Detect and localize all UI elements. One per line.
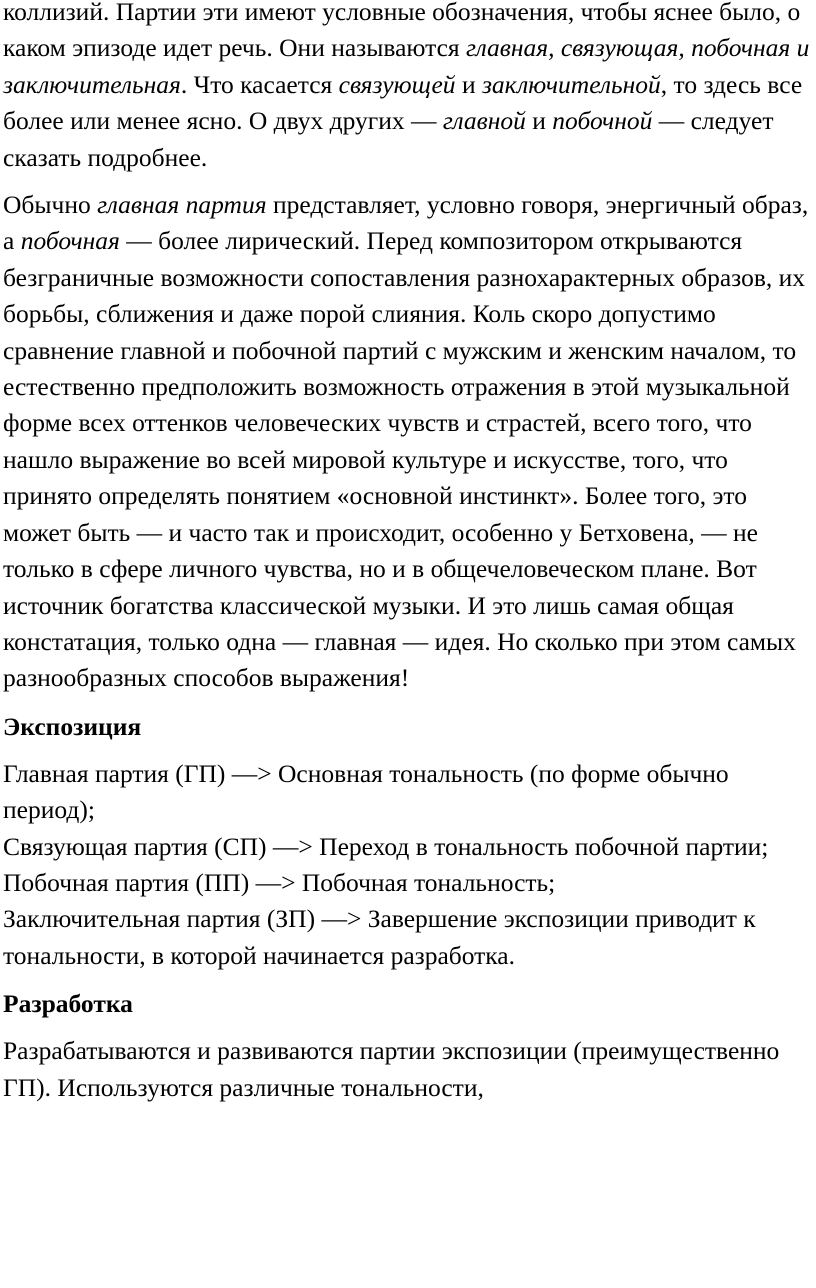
exposition-heading: Экспозиция <box>3 711 142 741</box>
document-page <box>3 0 815 1106</box>
development-paragraph: Разрабатываются и развиваются партии экспозиции (преимущественно ГП). Используются различные тональности, <box>3 1036 780 1102</box>
development-heading: Разработка <box>3 989 133 1019</box>
intro-text-1: коллизий. Партии эти имеют условные обозначения, чтобы яснее было, о каком эпизоде идет речь. Они называются <box>3 0 801 63</box>
main-italic-secondary: побочная <box>20 226 120 256</box>
main-text-3: — более лирический. Перед композитором открываются безграничные возможности сопоставления разнохарактерных образов, их борьбы, сближения и даже порой слияния. Коль скоро допустимо сравнение главной и побочной партий с мужским и женским началом, то естественно предположить возможность отражения в этой музыкальной форме всех оттенков человеческих чувств и страстей, всего того, что нашло выражение во всей мировой культуре и искусстве, того, что принято определять понятием «основной инстинкт». Более того, это может быть — и часто так и происходит, особенно у Бетховена, — не только в сфере личного чувства, но и в общечеловеческом плане. Вот источник богатства классической музыки. И это лишь самая общая констатация, только одна — главная — идея. Но сколько при этом самых разнообразных способов выражения! <box>3 226 806 693</box>
intro-italic-secondary: побочной <box>552 106 653 136</box>
intro-text-6: — следует сказать подробнее. <box>3 106 774 172</box>
intro-text-3: и <box>455 69 482 99</box>
exposition-line-closing: Заключительная партия (ЗП) —> Завершение экспозиции приводит к тональности, в которой начинается разработка. <box>3 904 756 970</box>
main-text-2: представляет, условно говоря, энергичный образ, а <box>3 190 809 256</box>
exposition-line-main: Главная партия (ГП) —> Основная тональность (по форме обычно период); <box>3 758 729 825</box>
main-text-1: Обычно <box>3 190 98 220</box>
intro-italic-part-names: главная, связующая, побочная и заключительная <box>3 33 810 99</box>
intro-text-5: и <box>525 106 553 136</box>
intro-italic-main: главной <box>442 106 526 136</box>
exposition-line-secondary: Побочная партия (ПП) —> Побочная тональность; <box>3 867 556 897</box>
intro-italic-connecting: связующей <box>338 69 456 99</box>
intro-italic-closing: заключительной <box>481 69 661 99</box>
exposition-list <box>3 756 815 974</box>
main-italic-main-part: главная партия <box>97 190 267 220</box>
main-paragraph <box>3 187 815 697</box>
intro-paragraph <box>3 0 815 176</box>
intro-text-2: . Что касается <box>180 69 339 99</box>
intro-text-4: , то здесь все более или менее ясно. О двух других — <box>3 69 803 136</box>
exposition-line-connecting: Связующая партия (СП) —> Переход в тональность побочной партии; <box>3 831 769 861</box>
